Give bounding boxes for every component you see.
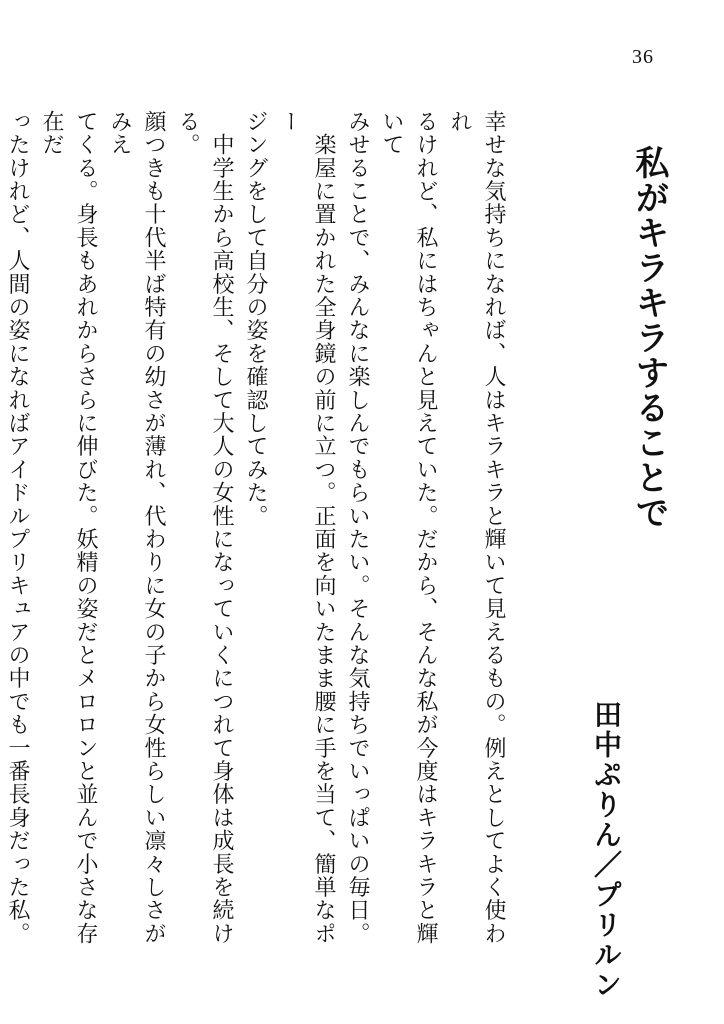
story-title: 私がキラキラすることで: [629, 145, 669, 530]
body-line-1: 幸せな気持ちになれば、人はキラキラと輝いて見えるもの。例えとしてよく使われ: [447, 110, 506, 946]
body-line-4: 楽屋に置かれた全身鏡の前に立つ。正面を向いたまま腰に手を当て、簡単なポー: [277, 110, 336, 946]
page-number: 36: [632, 46, 654, 68]
body-line-8: てくる。身長もあれからさらに伸びた。妖精の姿だとメロロンと並んで小さな存在だ: [39, 110, 98, 946]
body-line-2: るけれど、私にはちゃんと見えていた。だから、そんな私が今度はキラキラと輝いて: [379, 110, 438, 946]
author-byline: 田中ぷりん／プリルン: [590, 700, 623, 1000]
body-line-6: 中学生から高校生、そして大人の女性になっていくにつれて身体は成長を続ける。: [175, 110, 234, 946]
body-line-5: ジングをして自分の姿を確認してみた。: [243, 110, 268, 528]
body-line-3: みせることで、みんなに楽しんでもらいたい。そんな気持ちでいっぱいの毎日。: [345, 110, 370, 946]
body-line-9: ったけれど、人間の姿になればアイドルプリキュアの中でも一番長身だった私。: [5, 110, 30, 946]
body-text: [5, 110, 510, 960]
body-line-7: 顔つきも十代半ば特有の幼さが薄れ、代わりに女の子から女性らしい凛々しさがみえ: [107, 110, 166, 946]
